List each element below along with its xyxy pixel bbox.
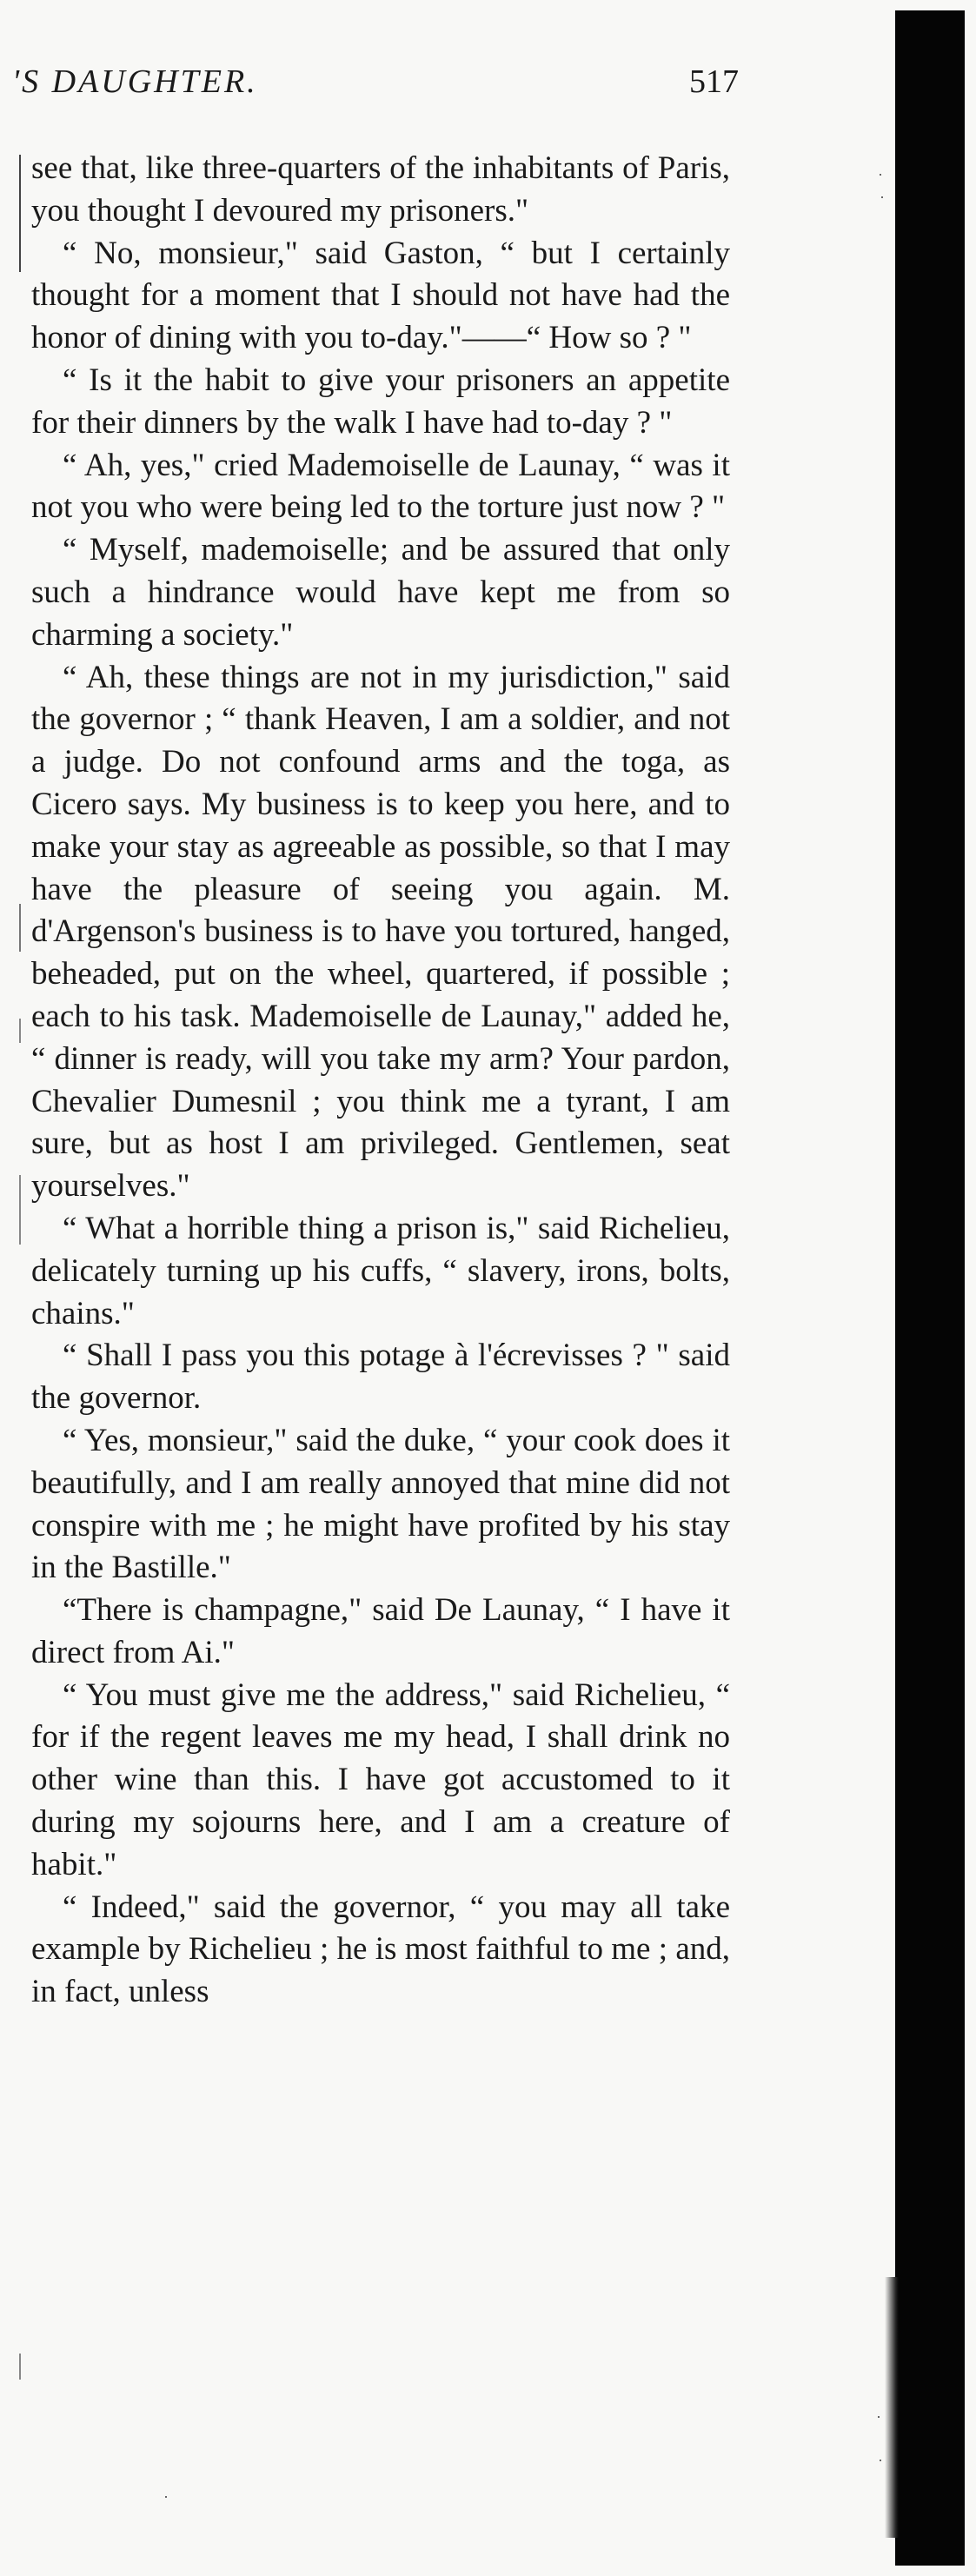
paper-speck [880,174,881,176]
paper-speck [878,2416,880,2418]
page-header [12,63,739,108]
body-text [31,148,730,2014]
margin-rule [19,1019,21,1043]
margin-rule [19,1175,21,1245]
paper-speck [880,2460,881,2461]
paragraph: “ No, monsieur," said Gaston, “ but I certainly thought for a moment that I should not have had the honor of dining with you to-day."——“ How so ? " [31,235,730,356]
binding-edge-shadow [885,2277,899,2538]
margin-rule [19,155,21,272]
paragraph: “ Is it the habit to give your prisoners an appetite for their dinners by the walk I have had to-day ? " [31,362,730,441]
paragraph: “ Indeed," said the governor, “ you may all take example by Richelieu ; he is most faithful to me ; and, in fact, unless [31,1889,730,2010]
paragraph: “ Shall I pass you this potage à l'écrevisses ? " said the governor. [31,1338,730,1417]
paper-speck [165,2496,167,2498]
paper-speck [881,196,883,198]
paragraph: “ Ah, these things are not in my jurisdiction," said the governor ; “ thank Heaven, I am a soldier, and not a judge. Do not confound arms and the toga, as Cicero says. My business is to keep you here, and to make your stay as agreeable as possible, so that I may have the pleasure of seeing you again. M. d'Argenson's business is to have you tortured, hanged, beheaded, put on the wheel, quartered, if possible ; each to his task. Mademoiselle de Launay," added he, “ dinner is ready, will you take my arm? Your pardon, Chevalier Dumesnil ; you think me a tyrant, I am sure, but as host I am privileged. Gentlemen, seat yourselves." [31,659,730,1205]
margin-rule [19,2354,21,2380]
paragraph: “ What a horrible thing a prison is," said Richelieu, delicately turning up his cuffs, “ slavery, irons, bolts, chains." [31,1210,730,1331]
paragraph: “ You must give me the address," said Richelieu, “ for if the regent leaves me my head, I shall drink no other wine than this. I have got accustomed to it during my sojourns here, and I am a creature of habit." [31,1676,730,1882]
page-number: 517 [689,63,739,100]
book-binding-shadow [895,10,965,2566]
paragraph: see that, like three-quarters of the inhabitants of Paris, you thought I devoured my prisoners." [31,150,730,229]
margin-rule [19,904,21,952]
running-head: 'S DAUGHTER. [12,63,258,100]
paragraph: “ Myself, mademoiselle; and be assured that only such a hindrance would have kept me from so charming a society." [31,532,730,653]
paragraph: “There is champagne," said De Launay, “ I have it direct from Ai." [31,1592,730,1670]
paragraph: “ Ah, yes," cried Mademoiselle de Launay, “ was it not you who were being led to the torture just now ? " [31,447,730,526]
paragraph: “ Yes, monsieur," said the duke, “ your cook does it beautifully, and I am really annoyed that mine did not conspire with me ; he might have profited by his stay in the Bastille." [31,1422,730,1586]
